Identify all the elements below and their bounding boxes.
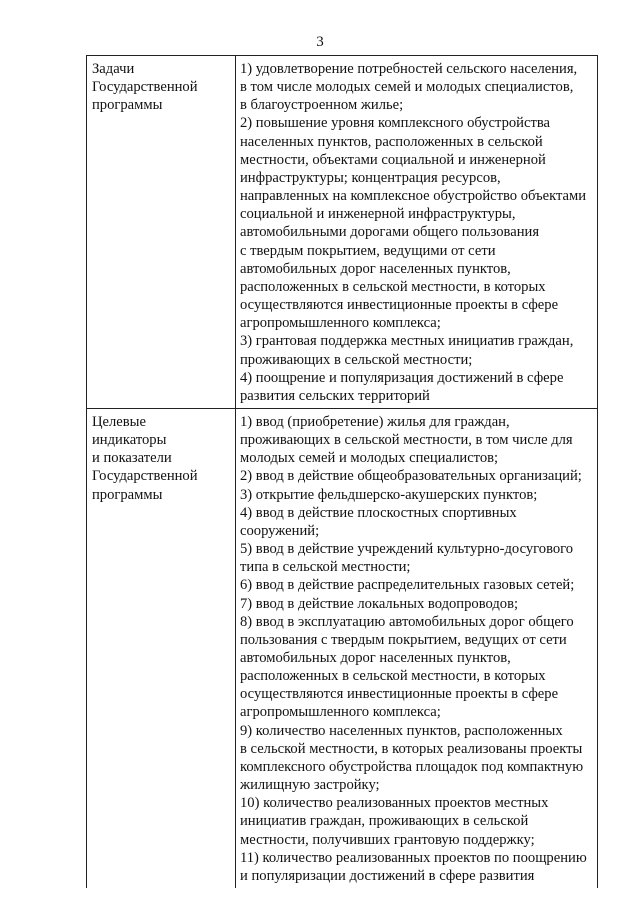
content-line: пользования с твердым покрытием, ведущих от сети xyxy=(240,631,567,648)
label-line: индикаторы xyxy=(92,432,167,449)
content-line: автомобильными дорогами общего пользования xyxy=(240,224,540,241)
content-line: местности, получивших грантовую поддержку; xyxy=(240,831,535,848)
content-line: 4) поощрение и популяризация достижений в сфере xyxy=(240,369,564,386)
content-line: 2) повышение уровня комплексного обустройства xyxy=(240,115,551,132)
content-line: осуществляются инвестиционные проекты в сфере xyxy=(240,297,559,314)
content-line: проживающих в сельской местности, в том числе для xyxy=(240,432,573,449)
content-line: социальной и инженерной инфраструктуры, xyxy=(240,206,516,223)
content-line: с твердым покрытием, ведущими от сети xyxy=(240,242,496,259)
content-line: типа в сельской местности; xyxy=(240,559,411,576)
content-line: 1) ввод (приобретение) жилья для граждан, xyxy=(240,413,510,430)
content-line: в сельской местности, в которых реализованы проекты xyxy=(240,740,583,757)
content-cell xyxy=(236,408,598,888)
content-line: 6) ввод в действие распределительных газовых сетей; xyxy=(240,577,575,594)
content-line: осуществляются инвестиционные проекты в сфере xyxy=(240,686,559,703)
content-line: инициатив граждан, проживающих в сельской xyxy=(240,813,529,830)
content-line: сооружений; xyxy=(240,522,320,539)
label-line: программы xyxy=(92,486,163,503)
content-line: и популяризации достижений в сфере развития xyxy=(240,867,535,884)
label-line: и показатели xyxy=(92,450,172,467)
content-line: агропромышленного комплекса; xyxy=(240,315,441,332)
label-cell xyxy=(87,408,236,888)
content-line: направленных на комплексное обустройство объектами xyxy=(240,188,587,205)
content-line: расположенных в сельской местности, в которых xyxy=(240,668,546,685)
content-line: развития сельских территорий xyxy=(240,387,430,404)
content-line: 11) количество реализованных проектов по поощрению xyxy=(240,849,587,866)
program-passport-table xyxy=(86,55,598,888)
content-line: автомобильных дорог населенных пунктов, xyxy=(240,260,511,277)
content-line: проживающих в сельской местности; xyxy=(240,351,473,368)
content-line: 2) ввод в действие общеобразовательных организаций; xyxy=(240,468,582,485)
content-line: 3) открытие фельдшерско-акушерских пунктов; xyxy=(240,486,538,503)
content-line: в том числе молодых семей и молодых специалистов, xyxy=(240,79,574,96)
content-line: молодых семей и молодых специалистов; xyxy=(240,450,499,467)
content-line: местности, объектами социальной и инженерной xyxy=(240,151,546,168)
content-line: 8) ввод в эксплуатацию автомобильных дорог общего xyxy=(240,613,574,630)
content-line: агропромышленного комплекса; xyxy=(240,704,441,721)
label-line: Государственной xyxy=(92,468,198,485)
content-line: комплексного обустройства площадок под компактную xyxy=(240,758,584,775)
label-line: Целевые xyxy=(92,413,146,430)
label-cell xyxy=(87,56,236,409)
label-line: Государственной xyxy=(92,79,198,96)
page-number: 3 xyxy=(316,34,324,50)
table-row-indicators xyxy=(87,408,598,888)
table-row-tasks xyxy=(87,56,598,409)
content-line: 7) ввод в действие локальных водопроводов; xyxy=(240,595,519,612)
content-line: 9) количество населенных пунктов, расположенных xyxy=(240,722,563,739)
content-line: 10) количество реализованных проектов местных xyxy=(240,795,549,812)
content-line: в благоустроенном жилье; xyxy=(240,97,404,114)
content-line: инфраструктуры; концентрация ресурсов, xyxy=(240,169,501,186)
content-line: расположенных в сельской местности, в которых xyxy=(240,278,546,295)
label-line: программы xyxy=(92,97,163,114)
label-line: Задачи xyxy=(92,61,135,77)
content-line: 4) ввод в действие плоскостных спортивных xyxy=(240,504,517,521)
content-cell xyxy=(236,56,598,409)
content-line: 5) ввод в действие учреждений культурно-досугового xyxy=(240,541,574,558)
content-line: 1) удовлетворение потребностей сельского населения, xyxy=(240,61,578,77)
content-line: 3) грантовая поддержка местных инициатив граждан, xyxy=(240,333,574,350)
content-line: жилищную застройку; xyxy=(240,777,380,794)
content-line: населенных пунктов, расположенных в сельской xyxy=(240,133,543,150)
content-line: автомобильных дорог населенных пунктов, xyxy=(240,650,511,666)
